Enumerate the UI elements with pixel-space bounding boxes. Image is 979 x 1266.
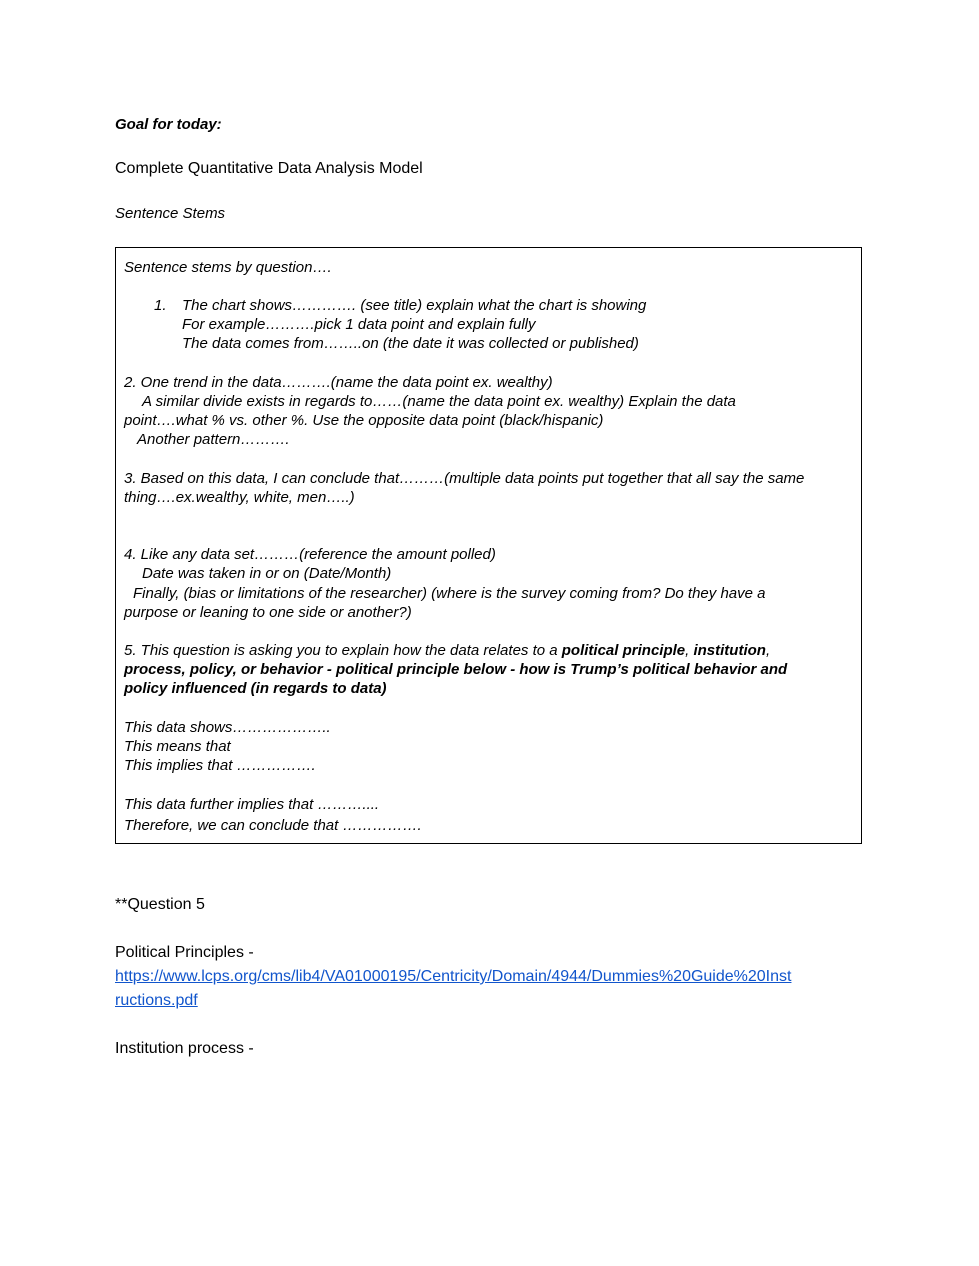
q4-line-4: purpose or leaning to one side or another?) [124,604,412,621]
q1-line-3: The data comes from……..on (the date it was collected or published) [182,335,639,352]
question-5-heading: **Question 5 [115,896,205,913]
q4-line-1: 4. Like any data set………(reference the amount polled) [124,546,496,563]
q2-line-4: Another pattern………. [137,431,290,448]
stem-data-shows: This data shows……………….. [124,719,331,736]
political-principles-label: Political Principles - [115,944,254,961]
q5-comma: , [685,642,694,659]
institution-process-label: Institution process - [115,1040,254,1057]
stem-means-that: This means that [124,738,231,755]
q1-line-1: The chart shows…………. (see title) explain what the chart is showing [182,297,647,314]
page-subtitle: Complete Quantitative Data Analysis Model [115,160,423,177]
box-intro: Sentence stems by question…. [124,259,332,276]
stem-conclude: Therefore, we can conclude that ……………. [124,817,422,834]
q1-line-2: For example……….pick 1 data point and explain fully [182,316,536,333]
q5-institution: institution [693,642,766,659]
q5-line-2: process, policy, or behavior - political principle below - how is Trump’s political behavior and [124,661,788,678]
q3-line-2: thing….ex.wealthy, white, men…..) [124,489,355,506]
q4-line-2: Date was taken in or on (Date/Month) [142,565,392,582]
stem-further-implies: This data further implies that ……….... [124,796,380,813]
q2-line-3: point….what % vs. other %. Use the opposite data point (black/hispanic) [124,412,604,429]
q5-line-1-end: , [765,642,771,659]
q5-political-principle: political principle [561,642,686,659]
q2-line-1: 2. One trend in the data……….(name the data point ex. wealthy) [124,374,553,391]
goal-heading: Goal for today: [115,116,222,133]
q5-line-1-text: 5. This question is asking you to explain how the data relates to a [124,642,562,659]
q1-number: 1. [154,297,167,314]
sentence-stems-label: Sentence Stems [115,205,226,222]
sentence-stems-box [115,247,862,844]
stem-implies-that: This implies that ……………. [124,757,316,774]
q4-line-3: Finally, (bias or limitations of the researcher) (where is the survey coming from? Do they have a [133,585,766,602]
q5-line-1 [124,641,770,660]
dummies-guide-link-part-2[interactable]: ructions.pdf [115,992,198,1009]
q3-line-1: 3. Based on this data, I can conclude that………(multiple data points put together that all say the same [124,470,805,487]
dummies-guide-link-part-1[interactable]: https://www.lcps.org/cms/lib4/VA01000195/Centricity/Domain/4944/Dummies%20Guide%20Inst [115,968,792,985]
q5-line-3: policy influenced (in regards to data) [124,680,387,697]
q2-line-2: A similar divide exists in regards to……(name the data point ex. wealthy) Explain the data [142,393,736,410]
